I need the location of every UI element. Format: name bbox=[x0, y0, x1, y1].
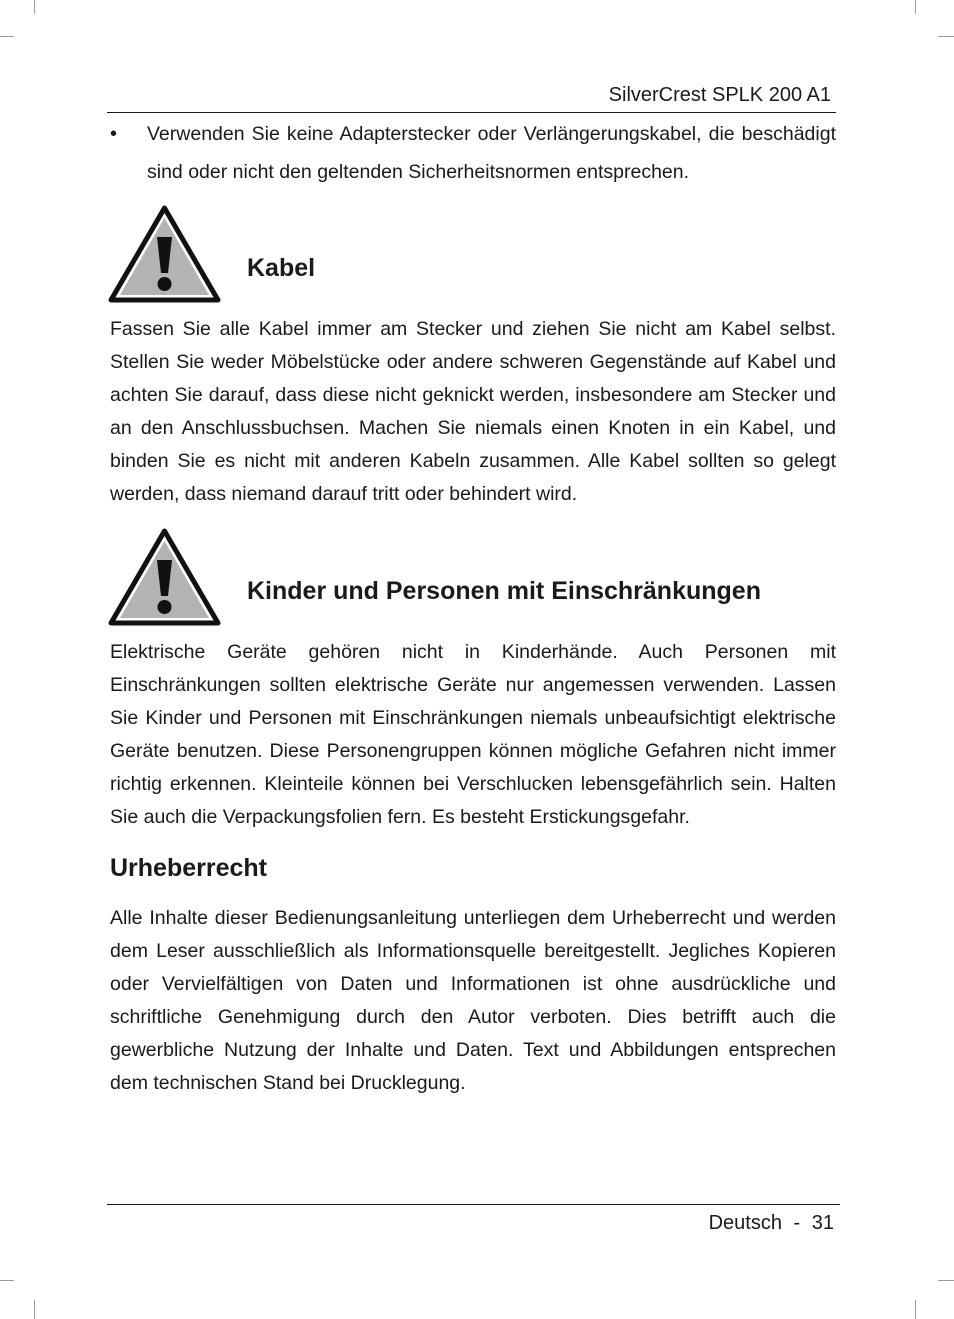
paragraph: Alle Inhalte dieser Bedienungsanleitung unterliegen dem Urheberrecht und werden dem Leser ausschließlich als Informationsquelle bereitgestellt. Jegliches Kopieren oder Vervielfältigen von Daten und Informationen ist ohne ausdrückliche und schriftliche Genehmigung durch den Autor verboten. Dies betrifft auch die gewerbliche Nutzung der Inhalte und Daten. Text und Abbildungen entsprechen dem technischen Stand bei Drucklegung. bbox=[110, 907, 836, 1094]
crop-mark bbox=[0, 1280, 14, 1281]
section-heading-urheberrecht: Urheberrecht bbox=[110, 854, 267, 882]
crop-mark bbox=[34, 1300, 35, 1319]
section-heading-kabel: Kabel bbox=[247, 254, 316, 282]
section-body-kinder bbox=[110, 636, 836, 834]
page-number: 31 bbox=[811, 1212, 834, 1234]
crop-mark bbox=[938, 1280, 954, 1281]
paragraph: Elektrische Geräte gehören nicht in Kinderhände. Auch Personen mit Einschränkungen sollten elektrische Geräte nur angemessen verwenden. Lassen Sie Kinder und Personen mit Einschränkungen niemals unbeaufsichtigt elektrische Geräte benutzen. Diese Personengruppen können mögliche Gefahren nicht immer richtig erkennen. Kleinteile können bei Verschlucken lebensgefährlich sein. Halten Sie auch die Verpackungsfolien fern. Es besteht Erstickungsgefahr. bbox=[110, 641, 836, 828]
section-body-kabel bbox=[110, 313, 836, 511]
crop-mark bbox=[915, 0, 916, 14]
bullet-dot: • bbox=[110, 123, 118, 145]
section-body-urheberrecht bbox=[110, 902, 836, 1100]
crop-mark bbox=[0, 36, 14, 37]
page-footer bbox=[709, 1212, 834, 1235]
paragraph: Fassen Sie alle Kabel immer am Stecker und ziehen Sie nicht am Kabel selbst. Stellen Sie weder Möbelstücke oder andere schweren Gegenstände auf Kabel und achten Sie darauf, dass diese nicht geknickt werden, insbesondere am Stecker und an den Anschlussbuchsen. Machen Sie niemals einen Knoten in ein Kabel, und binden Sie es nicht mit anderen Kabeln zusammen. Alle Kabel sollten so gelegt werden, dass niemand darauf tritt oder behindert wird. bbox=[110, 318, 836, 505]
header-rule bbox=[107, 112, 836, 113]
bullet-list-item bbox=[110, 115, 836, 191]
footer-separator: - bbox=[793, 1212, 801, 1234]
document-header-title: SilverCrest SPLK 200 A1 bbox=[608, 84, 831, 106]
footer-language: Deutsch bbox=[708, 1212, 782, 1234]
bullet-text: Verwenden Sie keine Adapterstecker oder Verlängerungskabel, die beschädigt sind oder nicht den geltenden Sicherheitsnormen entsprechen. bbox=[147, 123, 836, 183]
warning-triangle-icon bbox=[108, 528, 221, 626]
footer-rule bbox=[107, 1204, 840, 1205]
crop-mark bbox=[938, 36, 954, 37]
crop-mark bbox=[915, 1300, 916, 1319]
section-heading-kinder: Kinder und Personen mit Einschränkungen bbox=[247, 577, 761, 605]
crop-mark bbox=[34, 0, 35, 14]
warning-triangle-icon bbox=[108, 205, 221, 303]
